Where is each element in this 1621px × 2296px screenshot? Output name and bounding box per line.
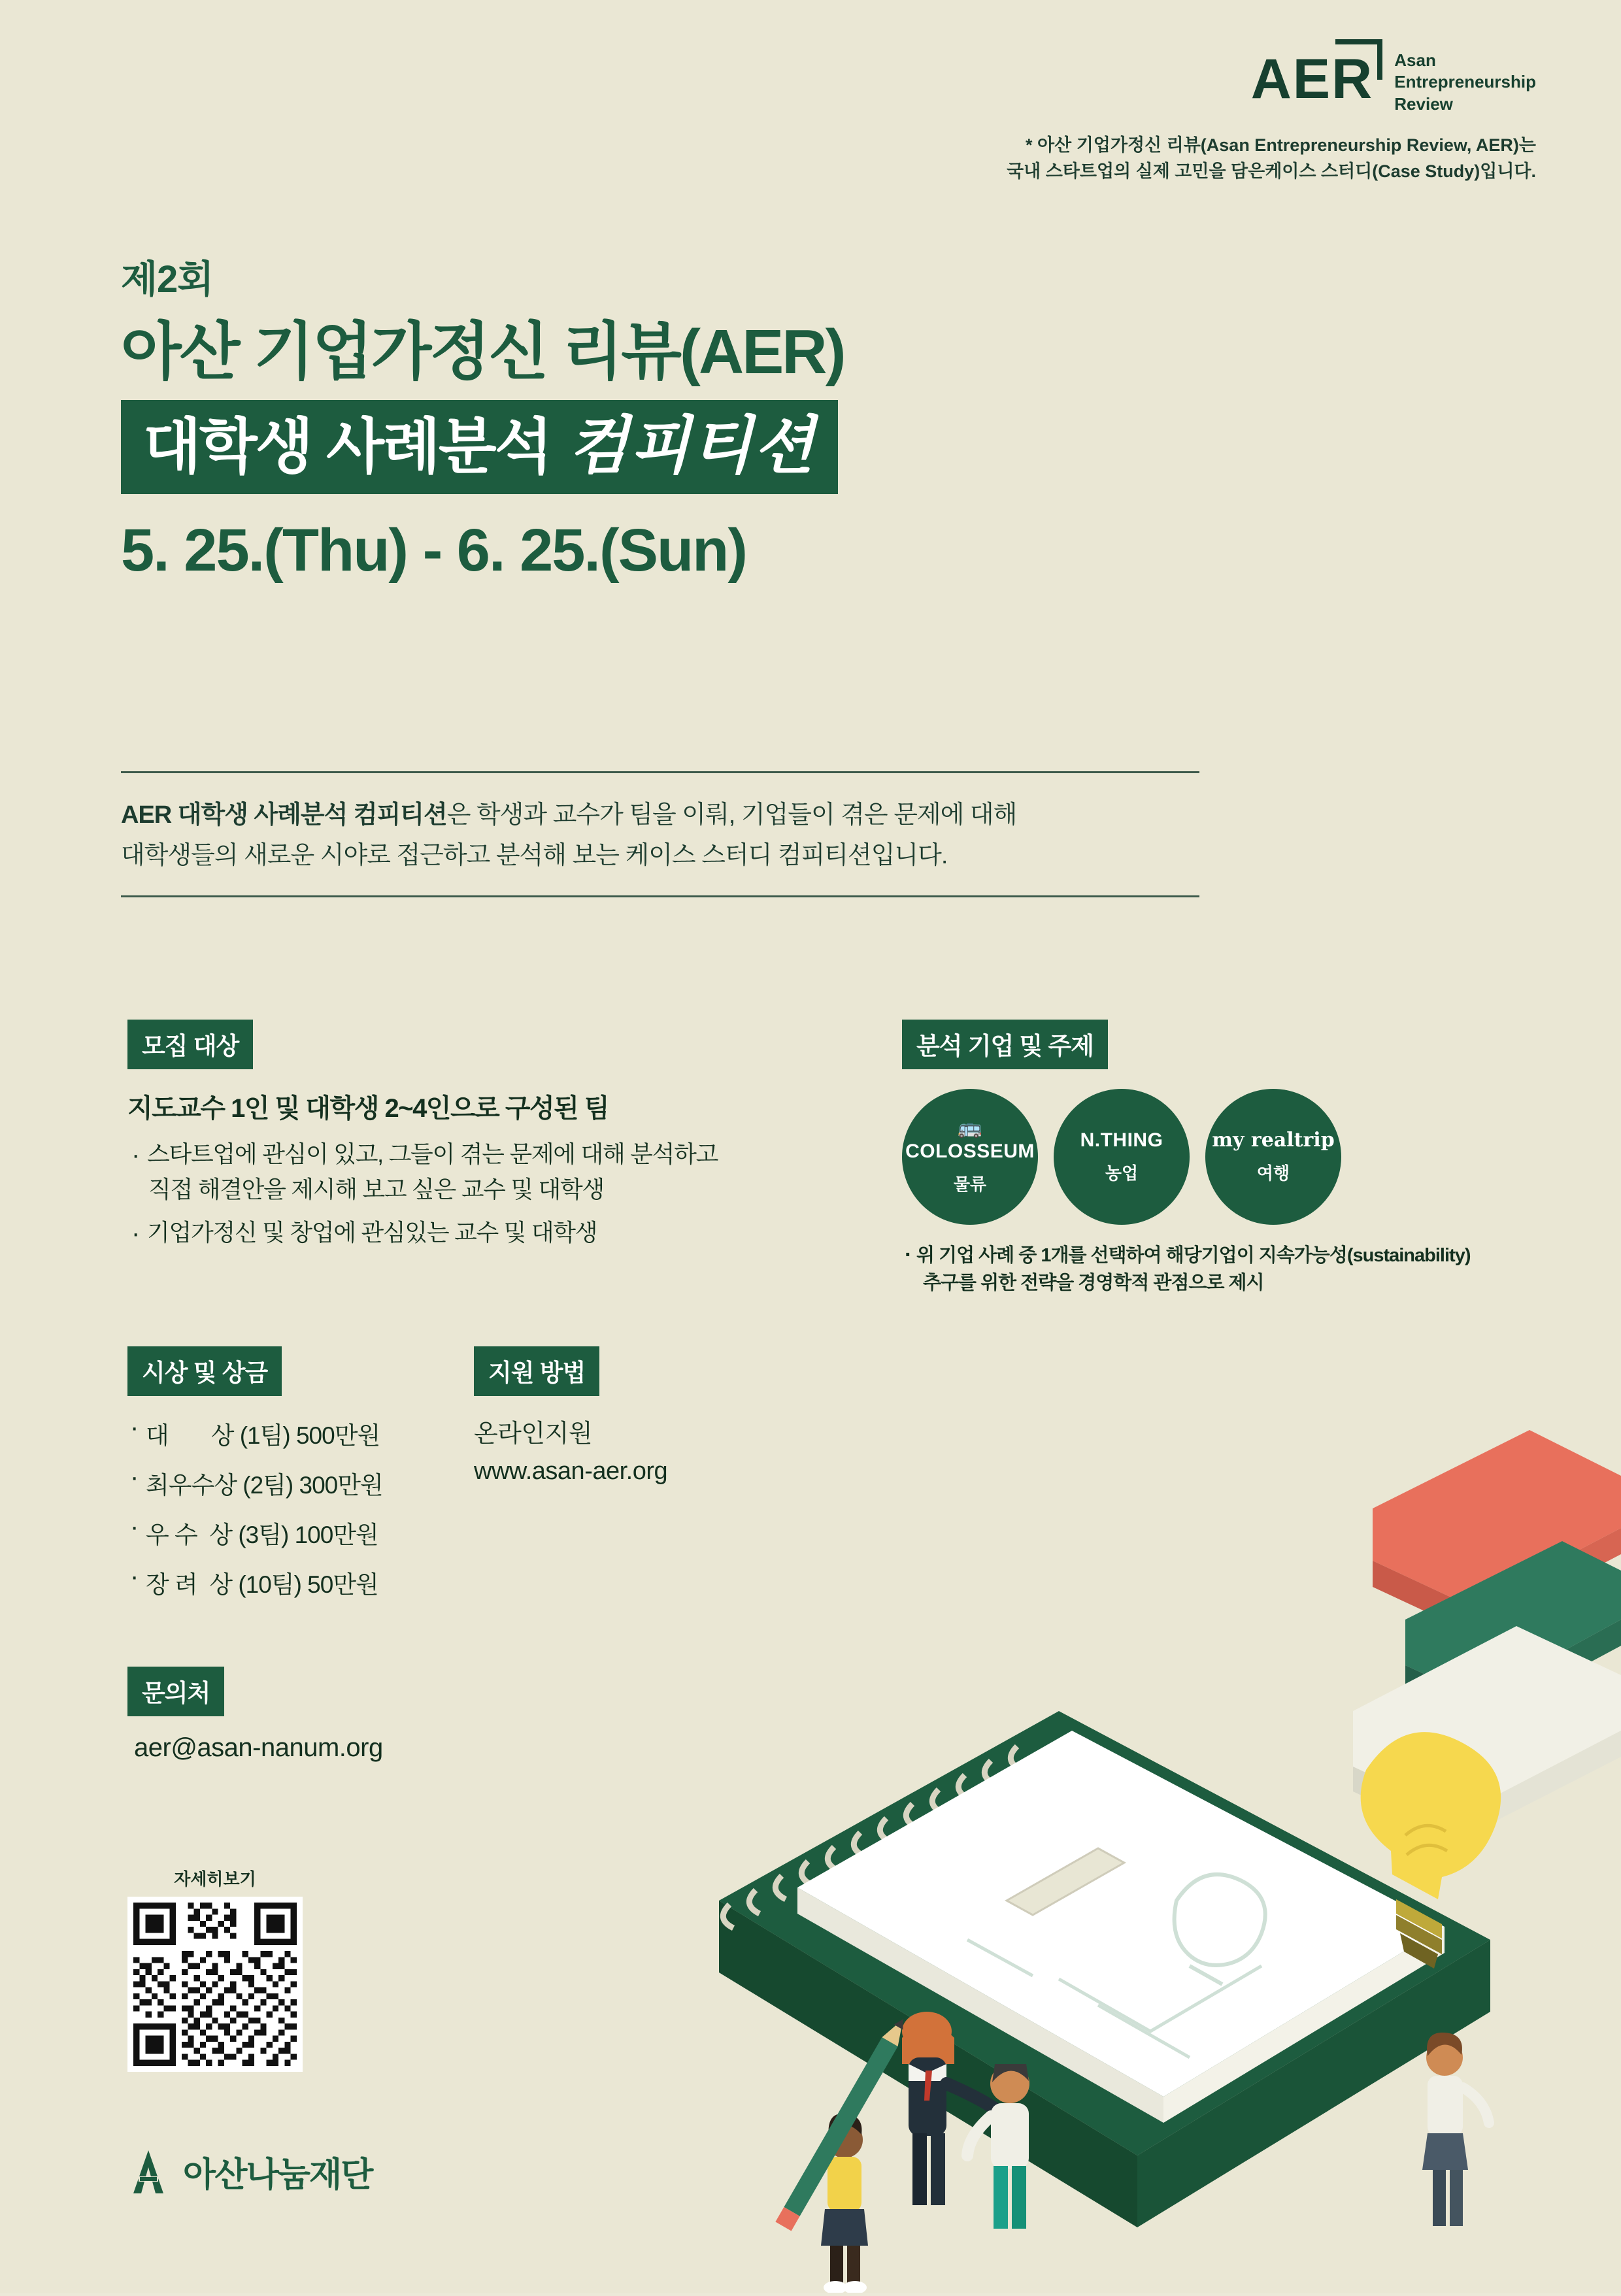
description-bold: AER 대학생 사례분석 컴피티션 — [121, 801, 447, 829]
section-apply — [474, 1346, 840, 1490]
company-category-2: 농업 — [1105, 1163, 1139, 1183]
aer-sub-line-1: Asan — [1394, 50, 1436, 70]
company-note — [902, 1242, 1570, 1297]
company-circle-nthing — [1054, 1089, 1190, 1225]
company-note-line-2: 추구를 위한 전략을 경영학적 관점으로 제시 — [923, 1273, 1264, 1294]
list-item — [127, 1215, 879, 1250]
target-item-1-line-2: 직접 해결안을 제시해 보고 싶은 교수 및 대학생 — [148, 1176, 604, 1203]
section-qr — [127, 1866, 324, 2072]
aer-logo-letters: AER — [1242, 39, 1383, 114]
apply-url[interactable]: www.asan-aer.org — [474, 1457, 668, 1485]
list-item: · 대 상 (1팀) 500만원 — [127, 1416, 533, 1451]
lightbulb-illustration — [1361, 1732, 1501, 1969]
description-line-2: 대학생들의 새로운 시야로 접근하고 분석해 보는 케이스 스터디 컴피티션입니다. — [121, 841, 948, 869]
aer-footnote-line-2: 국내 스타트업의 실제 고민을 담은케이스 스터디(Case Study)입니다. — [1007, 161, 1536, 182]
stacked-books — [1353, 1430, 1621, 1840]
title-highlight-bar — [121, 400, 838, 495]
section-target-chip: 모집 대상 — [127, 1020, 253, 1069]
open-book — [719, 1711, 1490, 2227]
company-brand-3: my realtrip — [1212, 1129, 1335, 1152]
apply-text — [474, 1416, 840, 1490]
list-item: · 최우수상 (2팀) 300만원 — [127, 1465, 533, 1501]
section-apply-chip: 지원 방법 — [474, 1346, 599, 1396]
aer-logo-block — [1000, 39, 1536, 185]
foundation-name: 아산나눔재단 — [183, 2156, 373, 2194]
section-target-list — [127, 1137, 879, 1250]
apply-method: 온라인지원 — [474, 1420, 593, 1448]
company-category-1: 물류 — [953, 1174, 987, 1194]
target-item-2-line-1: 기업가정신 및 창업에 관심있는 교수 및 대학생 — [147, 1219, 597, 1246]
title-area — [121, 248, 1232, 585]
person-standing-suit — [902, 2012, 1016, 2205]
target-item-1-line-1: 스타트업에 관심이 있고, 그들이 겪는 문제에 대해 분석하고 — [147, 1140, 718, 1167]
person-standing-right — [1422, 2033, 1489, 2226]
description-rest: 은 학생과 교수가 팀을 이뤄, 기업들이 겪은 문제에 대해 — [446, 801, 1017, 829]
qr-code[interactable] — [127, 1897, 303, 2072]
contact-email[interactable]: aer@asan-nanum.org — [134, 1733, 383, 1762]
company-circle-colosseum — [902, 1089, 1038, 1225]
section-company-chip: 분석 기업 및 주제 — [902, 1020, 1108, 1069]
aer-sub-line-2: Entrepreneurship — [1394, 72, 1536, 92]
company-brand-1: COLOSSEUM — [905, 1140, 1035, 1162]
section-target — [127, 1020, 879, 1258]
awards-list — [127, 1416, 533, 1600]
edition-label: 제2회 — [121, 258, 214, 301]
company-circle-myrealtrip — [1205, 1089, 1341, 1225]
section-contact — [127, 1667, 624, 1763]
aer-logo-subtitle — [1394, 39, 1536, 115]
company-category-3: 여행 — [1256, 1163, 1290, 1183]
date-range: 5. 25.(Thu) - 6. 25.(Sun) — [121, 517, 747, 584]
section-contact-chip: 문의처 — [127, 1667, 224, 1716]
spiral-binding — [723, 1746, 1021, 1928]
company-note-line-1: 위 기업 사례 중 1개를 선택하여 해당기업이 지속가능성(sustainability) — [916, 1245, 1471, 1266]
aer-footnote-line-1: * 아산 기업가정신 리뷰(Asan Entrepreneurship Review, AER)는 — [1026, 135, 1536, 155]
asan-a-mark-icon — [124, 2148, 173, 2196]
foundation-row — [124, 2147, 582, 2196]
lightbulb-sketch — [1175, 1874, 1265, 1984]
section-awards-chip: 시상 및 상금 — [127, 1346, 282, 1396]
aer-sub-line-3: Review — [1394, 93, 1453, 114]
list-item: · 우 수 상 (3팀) 100만원 — [127, 1515, 533, 1550]
company-brand-2: N.THING — [1080, 1129, 1163, 1151]
page-title: 아산 기업가정신 리뷰(AER) — [121, 317, 844, 387]
aer-footnote — [1000, 132, 1536, 185]
list-item: · 장 려 상 (10팀) 50만원 — [127, 1565, 533, 1600]
person-with-pencil — [775, 2014, 911, 2293]
section-target-lead: 지도교수 1인 및 대학생 2~4인으로 구성된 팀 — [127, 1094, 609, 1123]
company-circle-group — [902, 1089, 1543, 1225]
list-item — [127, 1137, 879, 1207]
aer-logo — [1242, 39, 1536, 115]
section-company — [902, 1020, 1543, 1297]
title-bar-main: 대학생 사례분석 — [143, 413, 551, 480]
qr-wrapper — [127, 1866, 303, 2072]
person-green-pants — [967, 2064, 1029, 2229]
title-bar-script: 컴피티션 — [567, 408, 816, 482]
description-line-1 — [121, 795, 1199, 836]
section-awards — [127, 1346, 533, 1614]
foundation-logo — [124, 2147, 582, 2196]
qr-label: 자세히보기 — [174, 1869, 256, 1889]
bus-icon: 🚌 — [958, 1117, 982, 1139]
description-box — [121, 771, 1199, 897]
